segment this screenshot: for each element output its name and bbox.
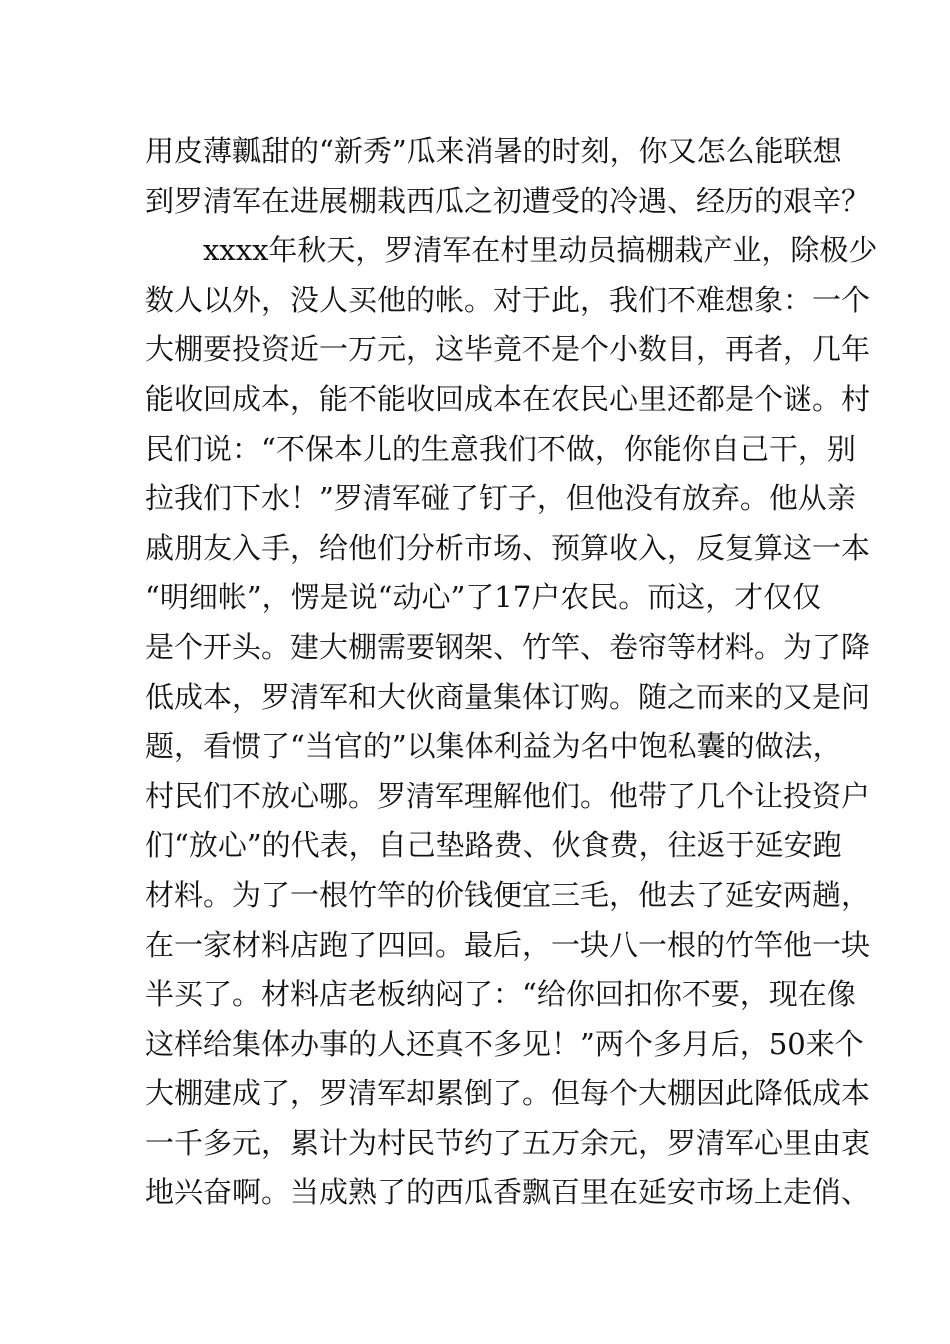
text-line: 题，看惯了“当官的”以集体利益为名中饱私囊的做法， (145, 729, 842, 764)
text-line: 这样给集体办事的人还真不多见！”两个多月后，50来个 (145, 1026, 864, 1061)
text-line: 能收回成本，能不能收回成本在农民心里还都是个谜。村 (145, 381, 871, 416)
text-line: 地兴奋啊。当成熟了的西瓜香飘百里在延安市场上走俏、 (145, 1175, 871, 1210)
text-line: 民们说：“不保本儿的生意我们不做，你能你自己干，别 (145, 431, 856, 466)
text-line: 材料。为了一根竹竿的价钱便宜三毛，他去了延安两趟， (145, 877, 871, 912)
text-line: “明细帐”，愣是说“动心”了17户农民。而这，才仅仅 (145, 580, 822, 615)
text-line: 大棚建成了，罗清军却累倒了。但每个大棚因此降低成本 (145, 1076, 871, 1111)
text-line: 数人以外，没人买他的帐。对于此，我们不难想象：一个 (145, 282, 871, 317)
text-line: 大棚要投资近一万元，这毕竟不是个小数目，再者，几年 (145, 332, 871, 367)
text-line: 拉我们下水！”罗清军碰了钉子，但他没有放弃。他从亲 (145, 481, 856, 516)
text-line: 低成本，罗清军和大伙商量集体订购。随之而来的又是问 (145, 679, 871, 714)
text-line: 村民们不放心哪。罗清军理解他们。他带了几个让投资户 (145, 778, 871, 813)
paragraph-first-line: xxxx年秋天，罗清军在村里动员搞棚栽产业，除极少 (203, 233, 878, 268)
text-line: 用皮薄瓤甜的“新秀”瓜来消暑的时刻，你又怎么能联想 (145, 134, 842, 168)
text-line: 一千多元，累计为村民节约了五万余元，罗清军心里由衷 (145, 1125, 871, 1160)
text-line: 到罗清军在进展棚栽西瓜之初遭受的冷遇、经历的艰辛？ (145, 183, 871, 218)
text-line: 戚朋友入手，给他们分析市场、预算收入，反复算这一本 (145, 530, 871, 565)
text-line: 在一家材料店跑了四回。最后，一块八一根的竹竿他一块 (145, 927, 871, 962)
text-line: 是个开头。建大棚需要钢架、竹竿、卷帘等材料。为了降 (145, 629, 871, 664)
text-line: 半买了。材料店老板纳闷了：“给你回扣你不要，现在像 (145, 977, 856, 1012)
body-text (145, 127, 878, 1218)
text-line: 们“放心”的代表，自己垫路费、伙食费，往返于延安跑 (145, 828, 842, 863)
